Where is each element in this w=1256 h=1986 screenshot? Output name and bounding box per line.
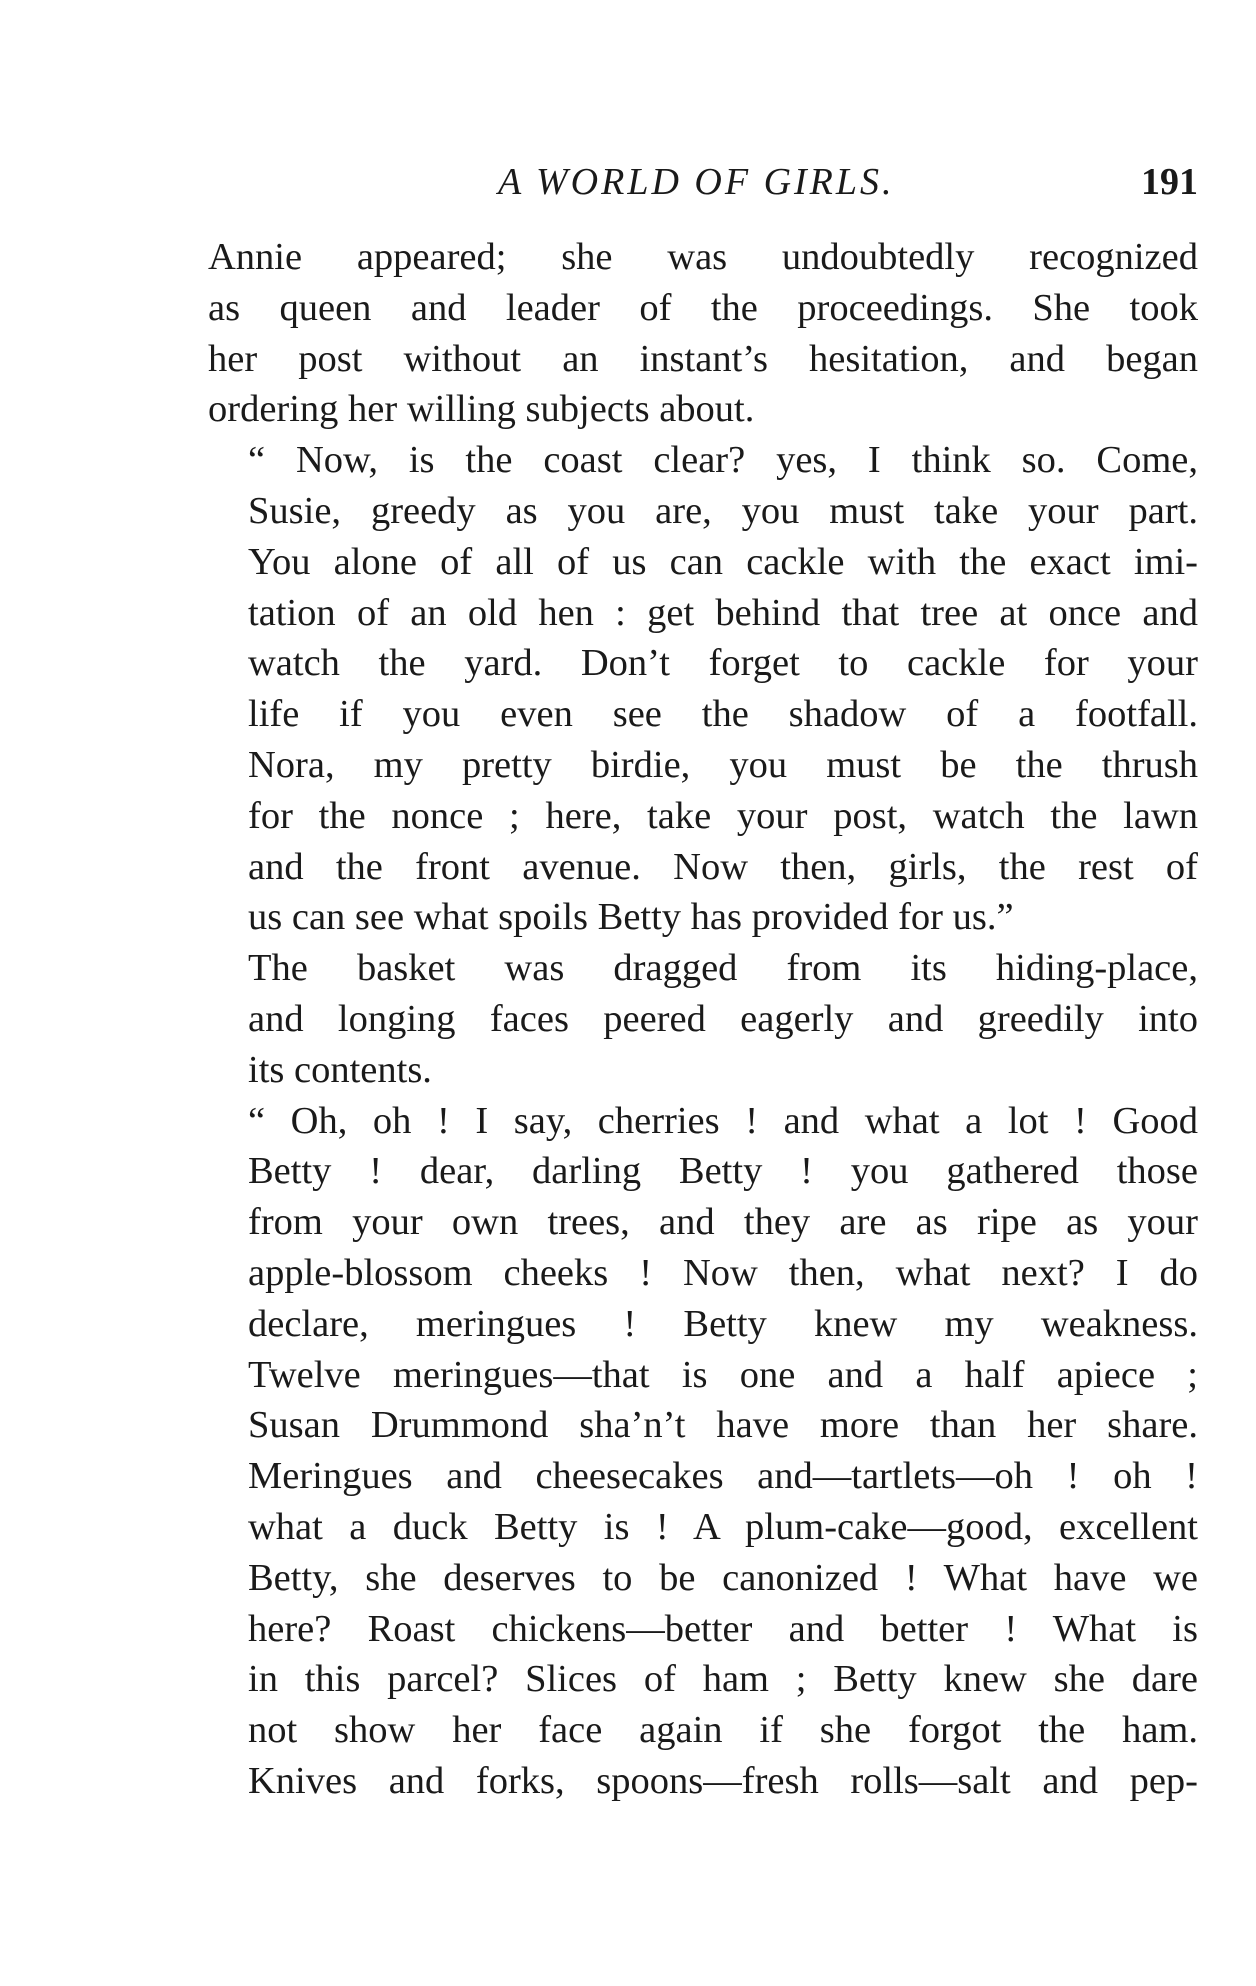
text-line: and longing faces peered eagerly and greedily into [248, 997, 1198, 1040]
text-line: and the front avenue. Now then, girls, the rest of [248, 845, 1198, 888]
text-line: not show her face again if she forgot the ham. [248, 1709, 1198, 1752]
text-line: what a duck Betty is ! A plum-cake—good, excellent [248, 1505, 1198, 1548]
text-line: life if you even see the shadow of a footfall. [248, 693, 1198, 736]
text-line: Susan Drummond sha’n’t have more than her share. [248, 1404, 1198, 1447]
paragraph-4 [208, 1096, 1198, 1807]
running-title: A WORLD OF GIRLS. [498, 161, 895, 203]
text-line: Meringues and cheesecakes and—tartlets—oh ! oh ! [248, 1455, 1198, 1498]
body-text [208, 232, 1198, 1807]
text-line: Susie, greedy as you are, you must take your part. [248, 489, 1198, 532]
text-line: ordering her willing subjects about. [208, 388, 755, 431]
text-line: as queen and leader of the proceedings. She took [208, 286, 1198, 329]
text-line: Annie appeared; she was undoubtedly recognized [208, 236, 1198, 278]
text-line: “ Oh, oh ! I say, cherries ! and what a lot ! Good [248, 1099, 1198, 1142]
text-line: its contents. [248, 1048, 432, 1091]
text-line: “ Now, is the coast clear? yes, I think so. Come, [248, 439, 1198, 482]
text-line: Betty ! dear, darling Betty ! you gathered those [248, 1150, 1198, 1193]
text-line: here? Roast chickens—better and better ! What is [248, 1607, 1198, 1650]
text-line: her post without an instant’s hesitation, and began [208, 337, 1198, 380]
text-line: tation of an old hen : get behind that tree at once and [248, 591, 1198, 634]
text-line: Knives and forks, spoons—fresh rolls—salt and pep- [248, 1759, 1198, 1802]
text-line: us can see what spoils Betty has provided for us.” [248, 896, 1014, 939]
paragraph-2 [208, 435, 1198, 943]
text-line: apple-blossom cheeks ! Now then, what next? I do [248, 1251, 1198, 1294]
text-line: Twelve meringues—that is one and a half apiece ; [248, 1353, 1198, 1396]
text-line: declare, meringues ! Betty knew my weakness. [248, 1302, 1198, 1345]
paragraph-3 [208, 943, 1198, 1095]
text-line: You alone of all of us can cackle with the exact imi- [248, 540, 1198, 583]
text-line: Betty, she deserves to be canonized ! What have we [248, 1556, 1198, 1599]
page-number: 191 [1141, 161, 1198, 203]
text-line: The basket was dragged from its hiding-place, [248, 947, 1198, 990]
text-line: from your own trees, and they are as ripe as your [248, 1201, 1198, 1244]
text-line: Nora, my pretty birdie, you must be the thrush [248, 743, 1198, 786]
running-head [208, 160, 1198, 210]
text-line: watch the yard. Don’t forget to cackle for your [248, 642, 1198, 685]
text-line: in this parcel? Slices of ham ; Betty knew she dare [248, 1658, 1198, 1701]
paragraph-1 [208, 232, 1198, 435]
text-line: for the nonce ; here, take your post, watch the lawn [248, 794, 1198, 837]
